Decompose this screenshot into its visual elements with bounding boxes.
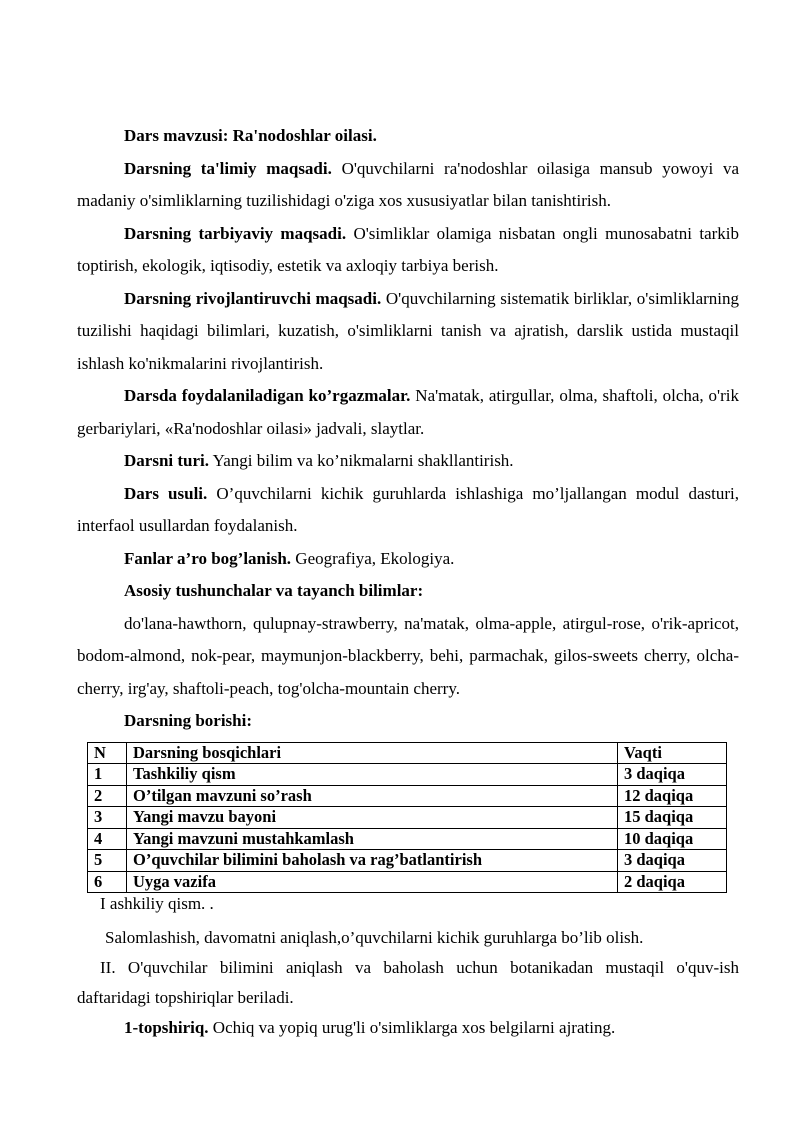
row-stage: Yangi mavzuni mustahkamlash — [127, 828, 618, 850]
educational-goal-label: Darsning ta'limiy maqsadi. — [124, 158, 332, 178]
table-row — [88, 764, 727, 786]
part1-text: Salomlashish, davomatni aniqlash,o’quvchilarni kichik guruhlarga bo’lib olish. — [105, 928, 644, 947]
developing-goal — [77, 283, 739, 381]
lesson-type — [77, 445, 739, 478]
row-time: 15 daqiqa — [618, 807, 727, 829]
lesson-course-heading — [124, 705, 739, 738]
row-number: 3 — [88, 807, 127, 829]
header-number: N — [88, 742, 127, 764]
row-time: 3 daqiqa — [618, 764, 727, 786]
row-time: 3 daqiqa — [618, 850, 727, 872]
table-row — [88, 828, 727, 850]
lesson-method-label: Dars usuli. — [124, 483, 208, 503]
developing-goal-text: O'quvchilarning sistematik birliklar, o'simliklarning tuzilishi haqidagi bilimlari, kuzatish, o'simliklarni tanish va ajratish, darslik ustida mustaqil ishlash ko'nikmalarini rivojlantirish. — [77, 288, 740, 373]
key-concepts-text: do'lana-hawthorn, qulupnay-strawberry, na'matak, olma-apple, atirgul-rose, o'rik-apricot, bodom-almond, nok-pear, maymunjon-blackberry, behi, parmachak, gilos-sweets cherry, olcha-cherry, irg'ay, shaftoli-peach, tog'olcha-mountain cherry. — [77, 613, 739, 698]
visual-aids-label: Darsda foydalaniladigan ko’rgazmalar. — [124, 386, 411, 405]
part2-text: II. O'quvchilar bilimini aniqlash va baholash uchun botanikadan mustaqil o'quv-ish daftaridagi topshiriqlar beriladi. — [77, 958, 739, 1007]
table-row — [88, 850, 727, 872]
row-stage: O’quvchilar bilimini baholash va rag’batlantirish — [127, 850, 618, 872]
row-stage: Yangi mavzu bayoni — [127, 807, 618, 829]
part1-title: I ashkiliy qism. . — [100, 894, 214, 913]
key-concepts-label: Asosiy tushunchalar va tayanch bilimlar: — [124, 581, 424, 600]
row-number: 5 — [88, 850, 127, 872]
table-header-row — [88, 742, 727, 764]
interdisciplinary-text: Geografiya, Ekologiya. — [295, 548, 455, 568]
visual-aids — [77, 380, 739, 445]
row-stage: Uyga vazifa — [127, 871, 618, 893]
table-row — [88, 785, 727, 807]
upbringing-goal — [77, 218, 739, 283]
lesson-method — [77, 478, 739, 543]
task-1-text: Ochiq va yopiq urug'li o'simliklarga xos belgilarni ajrating. — [212, 1018, 616, 1037]
row-time: 12 daqiqa — [618, 785, 727, 807]
row-stage: O’tilgan mavzuni so’rash — [127, 785, 618, 807]
row-number: 1 — [88, 764, 127, 786]
row-time: 10 daqiqa — [618, 828, 727, 850]
key-concepts-heading — [77, 575, 739, 608]
upbringing-goal-text: O'simliklar olamiga nisbatan ongli munosabatni tarkib toptirish, ekologik, iqtisodiy, estetik va axloqiy tarbiya berish. — [77, 223, 739, 275]
lesson-plan-table — [87, 742, 727, 894]
lesson-stages-text — [77, 893, 739, 1043]
lesson-course-label: Darsning borishi: — [124, 711, 252, 730]
lesson-plan — [77, 120, 739, 1043]
row-time: 2 daqiqa — [618, 871, 727, 893]
interdisciplinary-links — [77, 543, 739, 576]
row-number: 6 — [88, 871, 127, 893]
lesson-type-label: Darsni turi. — [124, 451, 209, 470]
visual-aids-text: Na'matak, atirgullar, olma, shaftoli, olcha, o'rik gerbariylari, «Ra'nodoshlar oilasi» jadvali, slaytlar. — [77, 386, 740, 438]
task-1-label: 1-topshiriq. — [124, 1018, 209, 1037]
table-row — [88, 807, 727, 829]
lesson-type-text: Yangi bilim va ko’nikmalarni shakllantirish. — [212, 451, 514, 470]
table-row — [88, 871, 727, 893]
educational-goal — [77, 153, 739, 218]
row-number: 4 — [88, 828, 127, 850]
header-stages: Darsning bosqichlari — [127, 742, 618, 764]
lesson-method-text: O’quvchilarni kichik guruhlarda ishlashiga mo’ljallangan modul dasturi, interfaol usullardan foydalanish. — [77, 483, 739, 535]
upbringing-goal-label: Darsning tarbiyaviy maqsadi. — [124, 223, 347, 243]
educational-goal-text: O'quvchilarni ra'nodoshlar oilasiga mansub yowoyi va madaniy o'simliklarning tuzilishidagi o'ziga xos xususiyatlar bilan tanishtirish. — [77, 158, 739, 210]
task-1 — [77, 1013, 739, 1043]
lesson-topic-label: Dars mavzusi: Ra'nodoshlar oilasi. — [124, 126, 377, 145]
row-number: 2 — [88, 785, 127, 807]
row-stage: Tashkiliy qism — [127, 764, 618, 786]
lesson-topic — [124, 120, 739, 153]
interdisciplinary-label: Fanlar a’ro bog’lanish. — [124, 548, 292, 568]
developing-goal-label: Darsning rivojlantiruvchi maqsadi. — [124, 288, 382, 308]
header-time: Vaqti — [618, 742, 727, 764]
